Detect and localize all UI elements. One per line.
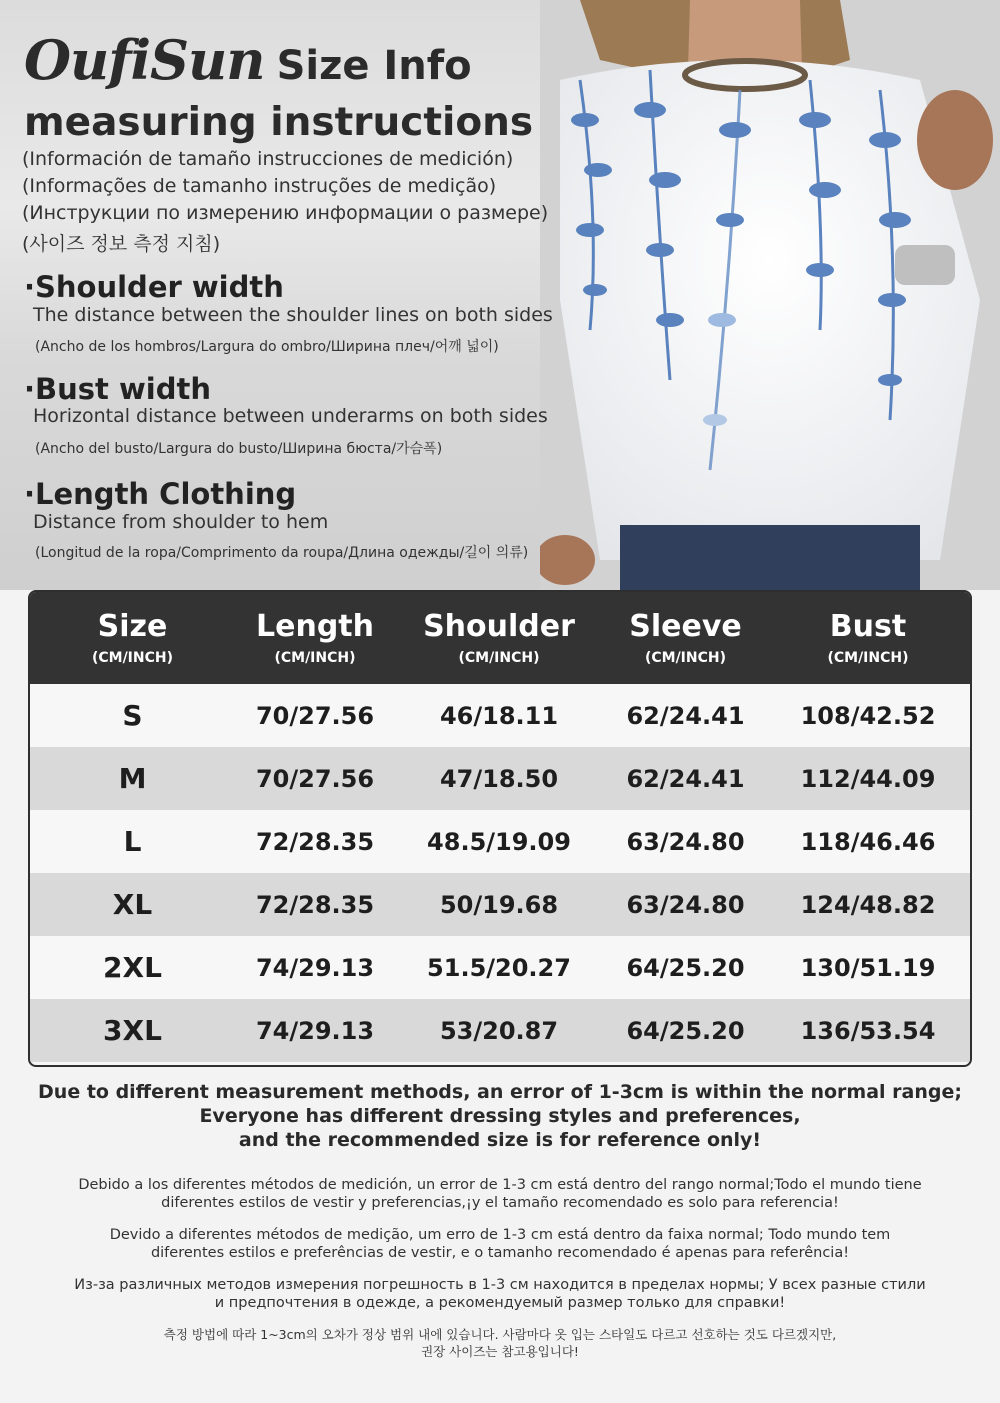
cell-sleeve: 63/24.80	[626, 890, 745, 919]
column-unit: (CM/INCH)	[91, 650, 174, 666]
cell-bust: 136/53.54	[800, 1016, 936, 1045]
column-header-shoulder	[395, 592, 603, 684]
brand-header	[24, 28, 472, 92]
section-translation-bust: (Ancho del busto/Largura do busto/Ширина бюста/가슴폭)	[35, 441, 443, 457]
column-unit: (CM/INCH)	[458, 650, 540, 666]
cell-shoulder: 53/20.87	[439, 1016, 559, 1045]
column-unit: (CM/INCH)	[274, 650, 356, 666]
cell-size: XL	[112, 888, 153, 921]
column-label: Bust	[829, 609, 907, 644]
disclaimer-ru	[40, 1276, 960, 1312]
disclaimer-pt	[40, 1226, 960, 1262]
section-translation-length: (Longitud de la ropa/Comprimento da roupa/Длина одежды/길이 의류)	[35, 545, 529, 561]
table-row	[30, 936, 970, 999]
disclaimer-line: 권장 사이즈는 참고용입니다!	[421, 1344, 579, 1359]
cell-size: 2XL	[103, 951, 162, 984]
title-translation-pt: (Informações de tamanho instruções de medição)	[22, 175, 497, 197]
cell-sleeve: 64/25.20	[626, 953, 745, 982]
disclaimer-line: diferentes estilos e preferências de vestir, e o tamanho recomendado é apenas para referência!	[150, 1245, 850, 1261]
disclaimer-line: Due to different measurement methods, an error of 1-3cm is within the normal range;	[38, 1081, 962, 1103]
cell-bust: 112/44.09	[800, 764, 936, 793]
disclaimer-line: и предпочтения в одежде, а рекомендуемый размер только для справки!	[214, 1295, 786, 1311]
title-translation-ru: (Инструкции по измерению информации о размере)	[22, 202, 549, 224]
column-header-sleeve	[603, 592, 768, 684]
disclaimer-line: Devido a diferentes métodos de medição, um erro de 1-3 cm está dentro da faixa normal; Todo mundo tem	[109, 1227, 891, 1243]
section-title-bust: ·Bust width	[24, 372, 211, 406]
page-subtitle: measuring instructions	[24, 100, 534, 145]
table-row	[30, 873, 970, 936]
column-header-size	[30, 592, 235, 684]
disclaimer-en	[0, 1080, 1000, 1152]
cell-bust: 124/48.82	[800, 890, 936, 919]
cell-bust: 108/42.52	[800, 701, 936, 730]
cell-shoulder: 51.5/20.27	[427, 953, 571, 982]
cell-size: 3XL	[103, 1014, 162, 1047]
hero-banner	[0, 0, 1000, 590]
disclaimer-ko	[0, 1326, 1000, 1360]
title-translation-ko: (사이즈 정보 측정 지침)	[22, 233, 221, 255]
cell-length: 72/28.35	[255, 827, 375, 856]
cell-shoulder: 50/19.68	[439, 890, 559, 919]
cell-size: S	[122, 699, 143, 732]
brand-logo: OufiSun	[24, 28, 265, 92]
table-header	[30, 592, 970, 684]
disclaimer-notes	[0, 1080, 1000, 1360]
size-table	[28, 590, 972, 1067]
product-photo	[540, 0, 1000, 590]
cell-length: 70/27.56	[255, 764, 375, 793]
section-desc-shoulder: The distance between the shoulder lines on both sides	[33, 304, 553, 326]
section-desc-length: Distance from shoulder to hem	[33, 511, 329, 533]
column-unit: (CM/INCH)	[644, 650, 727, 666]
section-translation-shoulder: (Ancho de los hombros/Largura do ombro/Ширина плеч/어깨 넓이)	[35, 339, 499, 355]
table-row	[30, 684, 970, 747]
cell-size: L	[123, 825, 142, 858]
cell-sleeve: 62/24.41	[626, 764, 745, 793]
cell-bust: 130/51.19	[800, 953, 936, 982]
disclaimer-line: Debido a los diferentes métodos de medición, un error de 1-3 cm está dentro del rango normal;Todo el mundo tiene	[78, 1177, 922, 1193]
cell-sleeve: 64/25.20	[626, 1016, 745, 1045]
cell-length: 74/29.13	[255, 1016, 375, 1045]
disclaimer-line: 측정 방법에 따라 1~3cm의 오차가 정상 범위 내에 있습니다. 사람마다 옷 입는 스타일도 다르고 선호하는 것도 다르겠지만,	[163, 1327, 837, 1342]
disclaimer-es	[40, 1176, 960, 1212]
disclaimer-line: Из-за различных методов измерения погрешность в 1-3 см находится в пределах нормы; У всех разные стили	[74, 1277, 926, 1293]
cell-bust: 118/46.46	[800, 827, 936, 856]
disclaimer-line: diferentes estilos de vestir y preferencias,¡y el tamaño recomendado es solo para referencia!	[161, 1195, 839, 1211]
cell-sleeve: 62/24.41	[626, 701, 745, 730]
section-desc-bust: Horizontal distance between underarms on both sides	[33, 405, 548, 427]
column-label: Size	[97, 609, 168, 644]
title-translation-es: (Información de tamaño instrucciones de medición)	[22, 148, 514, 170]
cell-sleeve: 63/24.80	[626, 827, 745, 856]
table-row	[30, 747, 970, 810]
section-title-length: ·Length Clothing	[24, 477, 297, 511]
cell-length: 70/27.56	[255, 701, 375, 730]
disclaimer-line: Everyone has different dressing styles and preferences,	[199, 1105, 801, 1127]
cell-length: 74/29.13	[255, 953, 375, 982]
cell-length: 72/28.35	[255, 890, 375, 919]
cell-shoulder: 46/18.11	[439, 701, 559, 730]
column-label: Sleeve	[629, 609, 742, 644]
cell-shoulder: 47/18.50	[439, 764, 559, 793]
section-title-shoulder: ·Shoulder width	[24, 270, 284, 304]
table-row	[30, 999, 970, 1062]
column-label: Shoulder	[423, 609, 575, 644]
column-header-length	[235, 592, 395, 684]
disclaimer-line: and the recommended size is for reference only!	[238, 1129, 762, 1151]
cell-size: M	[118, 762, 147, 795]
cell-shoulder: 48.5/19.09	[427, 827, 571, 856]
column-label: Length	[256, 609, 374, 644]
table-row	[30, 810, 970, 873]
page-title: Size Info	[276, 43, 472, 89]
column-unit: (CM/INCH)	[827, 650, 909, 666]
column-header-bust	[768, 592, 968, 684]
